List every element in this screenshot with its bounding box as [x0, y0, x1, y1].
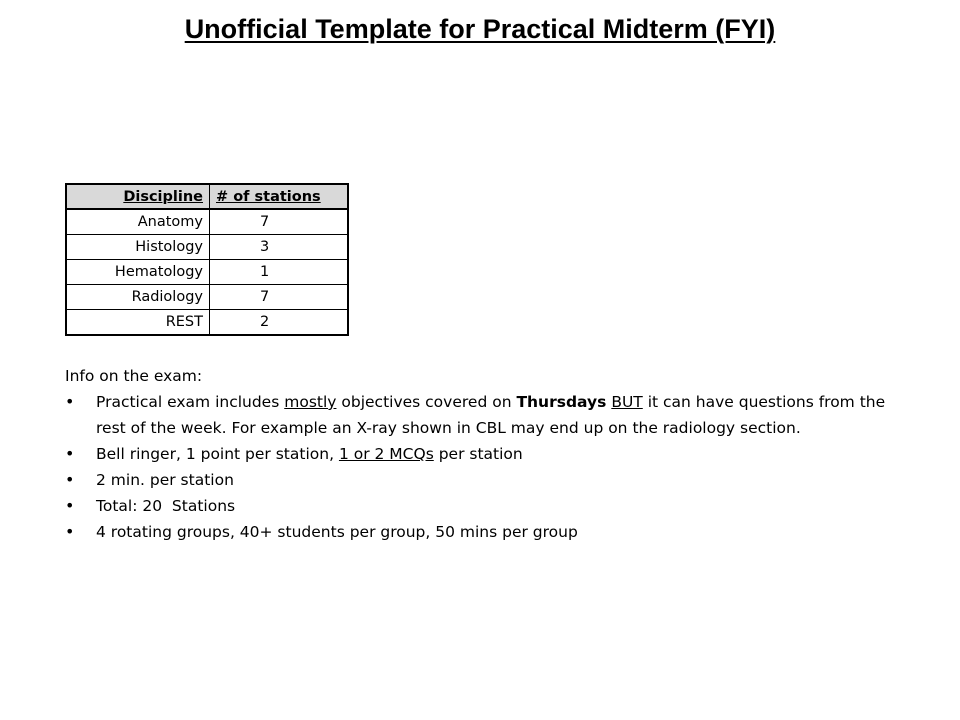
list-item: [65, 441, 905, 467]
discipline-cell: Hematology: [66, 260, 210, 285]
header-discipline: Discipline: [66, 184, 210, 209]
header-stations: # of stations: [210, 184, 349, 209]
stations-table: [65, 183, 349, 336]
exam-info: [65, 363, 905, 545]
bullet-icon: •: [65, 496, 75, 515]
stations-cell: 3: [210, 235, 349, 260]
info-text: it can have questions from the rest of the week. For example an X-ray shown in CBL may end up on the radiology section.: [96, 393, 886, 437]
emphasis-text: BUT: [611, 393, 643, 411]
discipline-cell: Histology: [66, 235, 210, 260]
bullet-icon: •: [65, 444, 75, 463]
list-item: [65, 389, 905, 441]
table-row: [66, 310, 348, 336]
table-row: [66, 209, 348, 235]
table-header-row: [66, 184, 348, 209]
table-row: [66, 235, 348, 260]
discipline-cell: Radiology: [66, 285, 210, 310]
bullet-icon: •: [65, 470, 75, 489]
stations-cell: 7: [210, 285, 349, 310]
discipline-cell: REST: [66, 310, 210, 336]
list-item: [65, 467, 905, 493]
info-text: objectives covered on: [336, 393, 517, 411]
info-list: [65, 389, 905, 545]
discipline-cell: Anatomy: [66, 209, 210, 235]
table-row: [66, 285, 348, 310]
stations-cell: 1: [210, 260, 349, 285]
stations-cell: 2: [210, 310, 349, 336]
emphasis-text: 1 or 2 MCQs: [338, 445, 434, 463]
info-text: Practical exam includes: [96, 393, 285, 411]
list-item: [65, 493, 905, 519]
info-text: 4 rotating groups, 40+ students per group, 50 mins per group: [96, 523, 578, 541]
page-title: Unofficial Template for Practical Midterm (FYI): [184, 14, 776, 44]
emphasis-text: mostly: [284, 393, 337, 411]
info-text: 2 min. per station: [96, 471, 234, 489]
emphasis-text: Thursdays: [516, 393, 607, 411]
info-text: Total: 20 Stations: [96, 497, 236, 515]
list-item: [65, 519, 905, 545]
info-heading: Info on the exam:: [65, 367, 203, 385]
stations-cell: 7: [210, 209, 349, 235]
info-text: Bell ringer, 1 point per station,: [96, 445, 339, 463]
bullet-icon: •: [65, 522, 75, 541]
table-row: [66, 260, 348, 285]
bullet-icon: •: [65, 392, 75, 411]
info-text: per station: [433, 445, 523, 463]
